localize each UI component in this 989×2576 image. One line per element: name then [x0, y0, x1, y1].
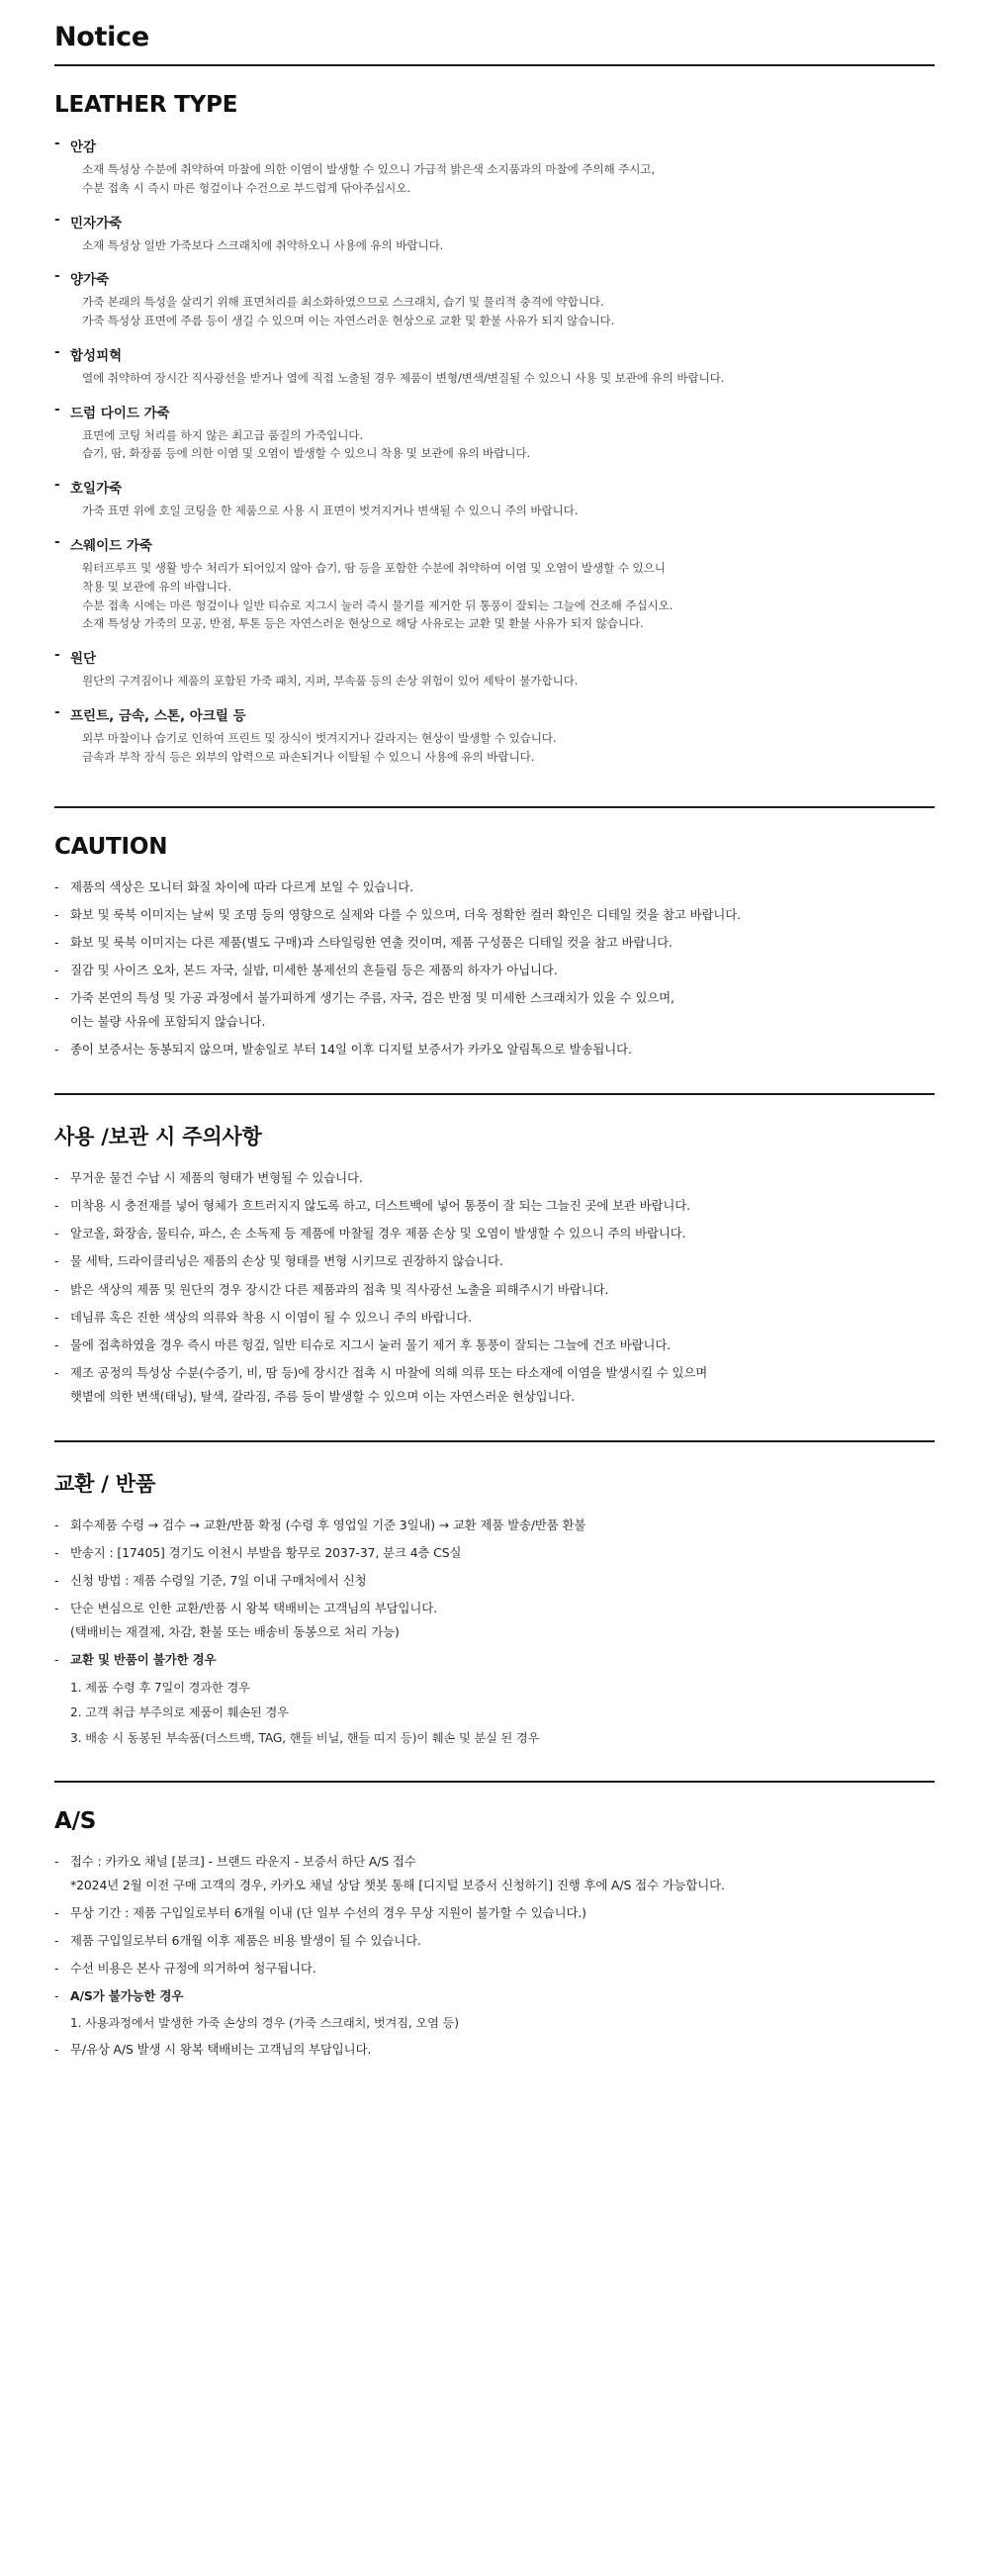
list-item [54, 1280, 935, 1300]
section-caution [54, 808, 935, 1094]
entry-line: 가죽 특성상 표면에 주름 등이 생길 수 있으며 이는 자연스러운 현상으로 교환 및 환불 사유가 되지 않습니다. [82, 314, 615, 328]
list-item [54, 1196, 935, 1216]
dash-icon: - [54, 211, 60, 228]
dash-icon: - [54, 1652, 59, 1668]
list-item [54, 961, 935, 980]
list-item [54, 1543, 935, 1563]
entry-line: 금속과 부착 장식 등은 외부의 압력으로 파손되거나 이탈될 수 있으니 사용에 유의 바랍니다. [82, 749, 535, 764]
list-item [54, 905, 935, 925]
entry-line: 수분 접촉 시 즉시 마른 헝겊이나 수건으로 부드럽게 닦아주십시오. [82, 180, 410, 195]
list-item [54, 1516, 935, 1535]
entry-heading [54, 212, 935, 231]
entry-body [54, 559, 935, 633]
entry-label: 양가죽 [70, 272, 110, 289]
entry-label: 스웨이드 가죽 [70, 538, 152, 555]
dash-icon: - [54, 1961, 59, 1977]
entry-line: 원단의 구겨짐이나 제품의 포함된 가죽 패치, 지퍼, 부속품 등의 손상 위험이 있어 세탁이 불가합니다. [82, 674, 579, 689]
dash-icon: - [54, 1309, 59, 1325]
entry-heading [54, 704, 935, 724]
entry-label: 원단 [70, 651, 97, 668]
entry-line: 외부 마찰이나 습기로 인하여 프린트 및 장식이 벗겨지거나 갈라지는 현상이 발생할 수 있습니다. [82, 730, 557, 745]
section-title-caution: CAUTION [54, 833, 168, 860]
sub-list [54, 1679, 935, 1749]
list-item [54, 933, 935, 953]
leather-entry [54, 268, 935, 330]
list-item [54, 1650, 935, 1670]
dash-icon: - [54, 647, 60, 664]
dash-icon: - [54, 1573, 59, 1589]
dash-icon: - [54, 1545, 59, 1561]
entry-line: 표면에 코팅 처리를 하지 않은 최고급 품질의 가죽입니다. [82, 427, 363, 442]
dash-icon: - [54, 1198, 59, 1214]
list-item-text: 질감 및 사이즈 오차, 본드 자국, 실밥, 미세한 봉제선의 흔들림 등은 제품의 하자가 아닙니다. [70, 962, 558, 977]
entry-line: 착용 및 보관에 유의 바랍니다. [82, 579, 232, 594]
entry-line: 가죽 표면 위에 호일 코팅을 한 제품으로 사용 시 표면이 벗겨지거나 변색될 수 있으니 주의 바랍니다. [82, 504, 579, 518]
dash-icon: - [54, 1518, 59, 1532]
entry-body [54, 426, 935, 464]
section-title-leather-type: LEATHER TYPE [54, 92, 238, 118]
entry-line: 소재 특성상 가죽의 모공, 반점, 투톤 등은 자연스러운 현상으로 해당 사유로는 교환 및 환불 사유가 되지 않습니다. [82, 616, 644, 631]
list-item-text: 데님류 혹은 진한 색상의 의류와 착용 시 이염이 될 수 있으니 주의 바랍니다. [70, 1309, 472, 1325]
dash-icon: - [54, 1853, 59, 1869]
leather-entry [54, 402, 935, 464]
leather-entry [54, 704, 935, 767]
list-item-text: 제조 공정의 특성상 수분(수증기, 비, 땀 등)에 장시간 접촉 시 마찰에 의해 의류 또는 타소재에 이염을 발생시킬 수 있으며 [70, 1364, 708, 1380]
list-item [54, 1852, 935, 1872]
dash-icon: - [54, 1253, 59, 1269]
list-item-text: 무상 기간 : 제품 구입일로부터 6개월 이내 (단 일부 수선의 경우 무상 지원이 불가할 수 있습니다.) [70, 1905, 586, 1921]
dash-icon: - [54, 1364, 59, 1380]
list-item-continuation: (택배비는 재결제, 차감, 환불 또는 배송비 동봉으로 처리 가능) [70, 1624, 400, 1640]
dash-icon: - [54, 962, 59, 977]
list-item [54, 1599, 935, 1618]
dash-icon: - [54, 1336, 59, 1352]
page-title: Notice [54, 22, 149, 52]
section-title-exchange-return: 교환 / 반품 [54, 1472, 156, 1496]
dash-icon: - [54, 1988, 59, 2004]
entry-label: 드럼 다이드 가죽 [70, 405, 170, 421]
section-bottom-spacer [54, 1067, 935, 1093]
list-item [54, 1986, 935, 2006]
leather-entry [54, 136, 935, 198]
list-item [54, 1959, 935, 1978]
list-item [54, 1308, 935, 1328]
dash-icon: - [54, 703, 60, 720]
sub-list [54, 2014, 935, 2034]
leather-entry [54, 534, 935, 633]
section-as [54, 1783, 935, 2060]
section-usage-storage [54, 1095, 935, 1440]
list-item [54, 1335, 935, 1355]
entry-label: 합성피혁 [70, 347, 123, 364]
list-item [54, 1168, 935, 1188]
section-bottom-spacer [54, 1415, 935, 1440]
list-item-text: 회수제품 수령 → 검수 → 교환/반품 확정 (수령 후 영업일 기준 3일내) → 교환 제품 발송/반품 환불 [70, 1518, 586, 1532]
section-leather-type [54, 66, 935, 806]
list-item-text: 제품 구입일로부터 6개월 이후 제품은 비용 발생이 될 수 있습니다. [70, 1933, 421, 1949]
list-item [54, 1903, 935, 1923]
leather-entry [54, 212, 935, 255]
dash-icon: - [54, 268, 60, 285]
list-item-text: 물에 접촉하였을 경우 즉시 마른 헝겊, 일반 티슈로 지그시 눌러 물기 제거 후 통풍이 잘되는 그늘에 건조 바랍니다. [70, 1336, 672, 1352]
list-item-text: A/S가 불가능한 경우 [70, 1988, 184, 2004]
dash-icon: - [54, 989, 59, 1005]
list-item-text: 가죽 본연의 특성 및 가공 과정에서 불가피하게 생기는 주름, 자국, 검은 반점 및 미세한 스크래치가 있을 수 있으며, [70, 989, 674, 1005]
list-item-text: 접수 : 카카오 채널 [분크] - 브랜드 라운지 - 보증서 하단 A/S 접수 [70, 1853, 416, 1869]
entry-heading [54, 136, 935, 155]
list-item [54, 1363, 935, 1383]
list-item-text: 신청 방법 : 제품 수령일 기준, 7일 이내 구매처에서 신청 [70, 1573, 367, 1589]
note-line: *2024년 2월 이전 구매 고객의 경우, 카카오 채널 상담 챗봇 통해 [디지털 보증서 신청하기] 진행 후에 A/S 접수 가능합니다. [70, 1877, 725, 1892]
list-item-text: 미착용 시 충전재를 넣어 형체가 흐트러지지 않도록 하고, 더스트백에 넣어 통풍이 잘 되는 그늘진 곳에 보관 바랍니다. [70, 1198, 690, 1214]
list-item-text: 알코올, 화장솜, 물티슈, 파스, 손 소독제 등 제품에 마찰될 경우 제품 손상 및 오염이 발생할 수 있으니 주의 바랍니다. [70, 1226, 686, 1242]
sub-list-item: 2. 고객 취급 부주의로 제품이 훼손된 경우 [70, 1705, 289, 1720]
entry-body [54, 293, 935, 330]
dash-icon: - [54, 1042, 59, 1058]
entry-line: 소재 특성상 일반 가죽보다 스크래치에 취약하오니 사용에 유의 바랍니다. [82, 237, 444, 252]
entry-heading [54, 402, 935, 421]
list-item [54, 1040, 935, 1059]
entry-line: 열에 취약하여 장시간 직사광선을 받거나 열에 직접 노출될 경우 제품이 변형/변색/변질될 수 있으니 사용 및 보관에 유의 바랍니다. [82, 370, 725, 385]
dash-icon: - [54, 934, 59, 950]
list-item-text: 단순 변심으로 인한 교환/반품 시 왕복 택배비는 고객님의 부담입니다. [70, 1601, 437, 1616]
entry-heading [54, 344, 935, 364]
list-item [54, 988, 935, 1008]
dash-icon: - [54, 534, 60, 551]
list-item [54, 877, 935, 897]
list-item-text: 무거운 물건 수납 시 제품의 형태가 변형될 수 있습니다. [70, 1170, 363, 1186]
sub-list-item: 3. 배송 시 동봉된 부속품(더스트백, TAG, 핸들 비닐, 핸들 띠지 등)이 훼손 및 분실 된 경우 [70, 1731, 540, 1746]
entry-heading [54, 477, 935, 497]
list-item [54, 1251, 935, 1271]
list-item-text: 종이 보증서는 동봉되지 않으며, 발송일로 부터 14일 이후 디지털 보증서가 카카오 알림톡으로 발송됩니다. [70, 1042, 632, 1058]
leather-entry [54, 477, 935, 520]
entry-label: 프린트, 금속, 스톤, 아크릴 등 [70, 707, 246, 724]
dash-icon: - [54, 2042, 59, 2058]
dash-icon: - [54, 906, 59, 922]
entry-heading [54, 647, 935, 667]
list-item-continuation: 이는 불량 사유에 포함되지 않습니다. [70, 1013, 266, 1029]
dash-icon: - [54, 136, 60, 151]
dash-icon: - [54, 878, 59, 894]
entry-body [54, 369, 935, 388]
list-item-text: 무/유상 A/S 발생 시 왕복 택배비는 고객님의 부담입니다. [70, 2042, 372, 2058]
list-item [54, 1931, 935, 1951]
dash-icon: - [54, 1905, 59, 1921]
section-bottom-spacer [54, 1755, 935, 1781]
entry-body [54, 160, 935, 198]
list-item [54, 1571, 935, 1591]
leather-entry [54, 344, 935, 388]
list-item-text: 제품의 색상은 모니터 화질 차이에 따라 다르게 보일 수 있습니다. [70, 878, 413, 894]
sub-list-item: 1. 제품 수령 후 7일이 경과한 경우 [70, 1680, 250, 1695]
section-bottom-spacer [54, 781, 935, 806]
entry-body [54, 502, 935, 520]
dash-icon: - [54, 477, 60, 494]
entry-line: 워터프루프 및 생활 방수 처리가 되어있지 않아 습기, 땀 등을 포함한 수분에 취약하여 이염 및 오염이 발생할 수 있으니 [82, 561, 666, 576]
entry-body [54, 236, 935, 255]
entry-label: 호일가죽 [70, 481, 123, 498]
leather-entry [54, 647, 935, 690]
entry-label: 안감 [70, 139, 97, 155]
dash-icon: - [54, 343, 60, 360]
entry-heading [54, 268, 935, 288]
sub-list-item: 1. 사용과정에서 발생한 가죽 손상의 경우 (가죽 스크래치, 벗겨짐, 오염 등) [70, 2016, 459, 2031]
dash-icon: - [54, 1933, 59, 1949]
list-item-text: 밝은 색상의 제품 및 원단의 경우 장시간 다른 제품과의 접촉 및 직사광선 노출을 피해주시기 바랍니다. [70, 1281, 609, 1297]
entry-body [54, 672, 935, 690]
list-item-text: 물 세탁, 드라이클리닝은 제품의 손상 및 형태를 변형 시키므로 권장하지 않습니다. [70, 1253, 503, 1269]
list-item-continuation: 햇볕에 의한 변색(태닝), 탈색, 갈라짐, 주름 등이 발생할 수 있으며 이는 자연스러운 현상입니다. [70, 1388, 576, 1404]
dash-icon: - [54, 1226, 59, 1242]
section-title-usage-storage: 사용 /보관 시 주의사항 [54, 1125, 262, 1150]
list-item [54, 2040, 935, 2060]
entry-line: 소재 특성상 수분에 취약하여 마찰에 의한 이염이 발생할 수 있으니 가급적 밝은색 소지품과의 마찰에 주의해 주시고, [82, 162, 656, 176]
entry-label: 민자가죽 [70, 215, 123, 231]
dash-icon: - [54, 1170, 59, 1186]
dash-icon: - [54, 1281, 59, 1297]
entry-body [54, 729, 935, 767]
section-exchange-return [54, 1442, 935, 1781]
entry-line: 수분 접촉 시에는 마른 헝겊이나 일반 티슈로 지그시 눌러 즉시 물기를 제거한 뒤 통풍이 잘되는 그늘에 건조해 주십시오. [82, 598, 674, 612]
entry-heading [54, 534, 935, 554]
list-item-text: 반송지 : [17405] 경기도 이천시 부발읍 황무로 2037-37, 분크 4층 CS실 [70, 1545, 462, 1561]
dash-icon: - [54, 401, 60, 417]
entry-line: 습기, 땀, 화장품 등에 의한 이염 및 오염이 발생할 수 있으니 착용 및 보관에 유의 바랍니다. [82, 446, 531, 461]
list-item-text: 수선 비용은 본사 규정에 의거하여 청구됩니다. [70, 1961, 316, 1977]
dash-icon: - [54, 1601, 59, 1616]
list-item-text: 교환 및 반품이 불가한 경우 [70, 1652, 217, 1668]
entry-line: 가죽 본래의 특성을 살리기 위해 표면처리를 최소화하였으므로 스크래치, 습기 및 물리적 충격에 약합니다. [82, 295, 604, 310]
list-item-text: 화보 및 룩북 이미지는 날씨 및 조명 등의 영향으로 실제와 다를 수 있으며, 더욱 정확한 컬러 확인은 디테일 컷을 참고 바랍니다. [70, 906, 741, 922]
list-item [54, 1224, 935, 1243]
section-title-as: A/S [54, 1807, 97, 1834]
list-item-text: 화보 및 룩북 이미지는 다른 제품(별도 구매)과 스타일링한 연출 컷이며, 제품 구성품은 디테일 컷을 참고 바랍니다. [70, 934, 673, 950]
